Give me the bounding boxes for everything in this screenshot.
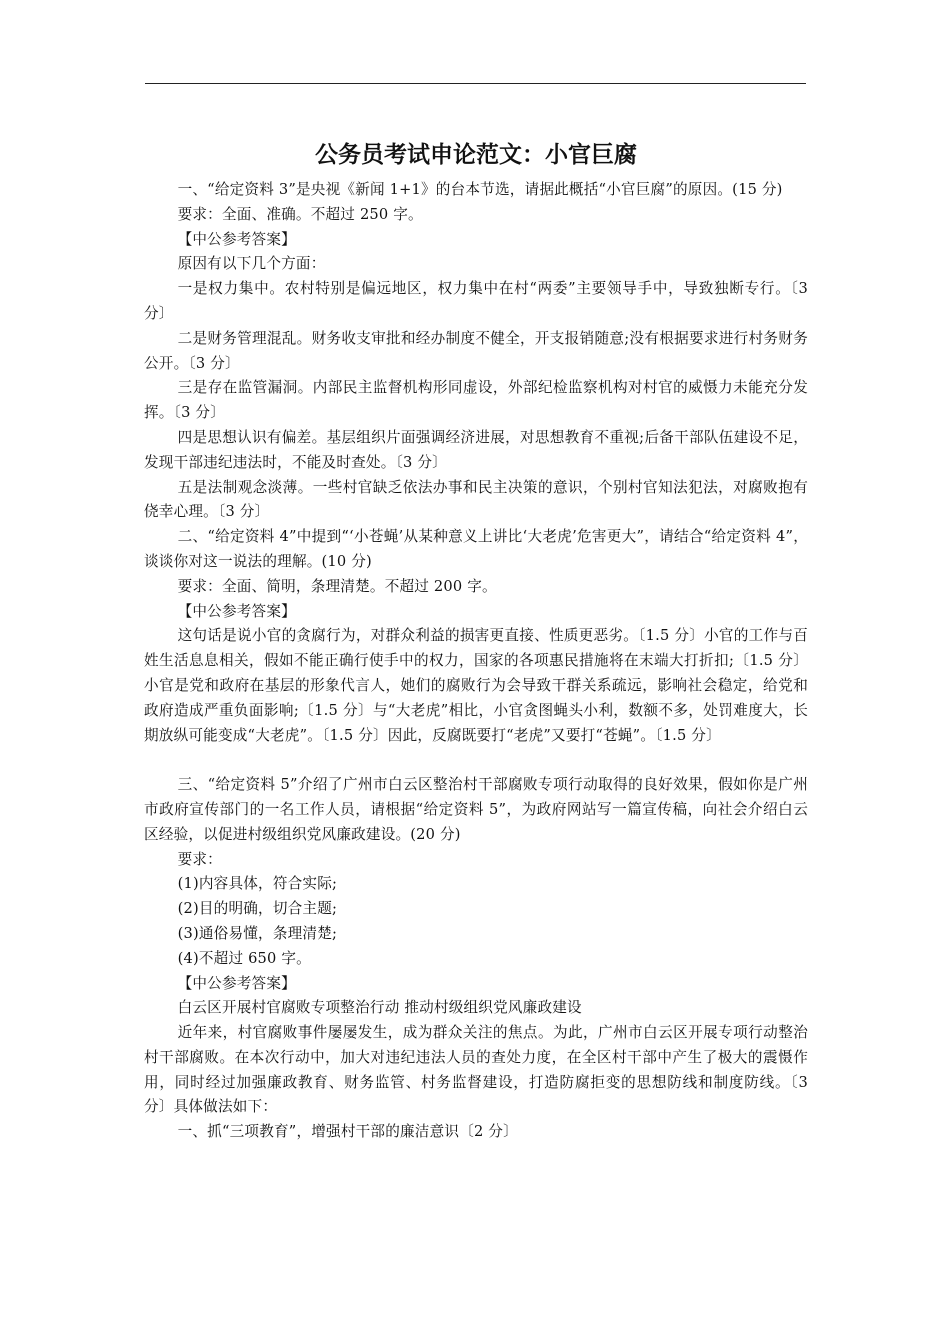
document-title: 公务员考试申论范文：小官巨腐: [315, 142, 637, 168]
q3-first-point: 一、抓“三项教育”，增强村干部的廉洁意识〔2 分〕: [177, 1123, 518, 1141]
q3-requirement-item: (1)内容具体，符合实际;: [177, 875, 338, 893]
q1-point: 五是法制观念淡薄。一些村官缺乏依法办事和民主决策的意识，个别村官知法犯法，对腐败抱有侥幸心理。〔3 分〕: [144, 478, 808, 521]
q1-point: 一是权力集中。农村特别是偏远地区，权力集中在村“两委”主要领导手中，导致独断专行。〔3 分〕: [144, 280, 808, 322]
q3-article-title: 白云区开展村官腐败专项整治行动 推动村级组织党风廉政建设: [177, 999, 582, 1017]
q2-answer-heading: 【中公参考答案】: [177, 602, 296, 620]
q1-answer-heading: 【中公参考答案】: [177, 230, 296, 248]
q1-point: 四是思想认识有偏差。基层组织片面强调经济进展，对思想教育不重视;后备干部队伍建设不足，发现干部违纪违法时，不能及时查处。〔3 分〕: [144, 428, 808, 471]
q3-article-body: 近年来，村官腐败事件屡屡发生，成为群众关注的焦点。为此，广州市白云区开展专项行动整治村干部腐败。在本次行动中，加大对违纪违法人员的查处力度，在全区村干部中产生了极大的震慑作用，同时经过加强廉政教育、财务监管、村务监督建设，打造防腐拒变的思想防线和制度防线。〔3 分〕具体做法如下：: [144, 1024, 808, 1116]
q2-answer: 这句话是说小官的贪腐行为，对群众利益的损害更直接、性质更恶劣。〔1.5 分〕小官的工作与百姓生活息息相关，假如不能正确行使手中的权力，国家的各项惠民措施将在末端大打折扣;〔1.5 分〕小官是党和政府在基层的形象代言人，她们的腐败行为会导致干群关系疏远，影响社会稳定，给党和政府造成严重负面影响;〔1.5 分〕与“大老虎”相比，小官贪图蝇头小利，数额不多，处罚难度大，长期放纵可能变成“大老虎”。〔1.5 分〕因此，反腐既要打“老虎”又要打“苍蝇”。〔1.5 分〕: [144, 627, 808, 744]
q1-requirement: 要求：全面、准确。不超过 250 字。: [177, 205, 423, 223]
header-rule: [145, 83, 806, 84]
q3-answer-heading: 【中公参考答案】: [177, 974, 296, 992]
q3-requirement-item: (4)不超过 650 字。: [177, 949, 311, 967]
q2-question: 二、“给定资料 4”中提到“‘小苍蝇’从某种意义上讲比‘大老虎’危害更大”，请结合“给定资料 4”，谈谈你对这一说法的理解。(10 分): [144, 528, 808, 570]
q1-point: 三是存在监管漏洞。内部民主监督机构形同虚设，外部纪检监察机构对村官的威慑力未能充分发挥。〔3 分〕: [144, 379, 808, 422]
q3-requirement-label: 要求：: [177, 850, 222, 868]
q3-requirement-item: (3)通俗易懂，条理清楚;: [177, 924, 338, 942]
q1-question: 一、“给定资料 3”是央视《新闻 1+1》的台本节选，请据此概括“小官巨腐”的原因。(15 分): [177, 181, 783, 198]
q1-point: 二是财务管理混乱。财务收支审批和经办制度不健全，开支报销随意;没有根据要求进行村务财务公开。〔3 分〕: [144, 329, 808, 372]
q3-requirement-item: (2)目的明确，切合主题;: [177, 900, 338, 918]
q1-intro: 原因有以下几个方面：: [177, 255, 326, 273]
section-spacer: [144, 748, 808, 773]
q2-requirement: 要求：全面、简明，条理清楚。不超过 200 字。: [177, 577, 497, 595]
q3-question: 三、“给定资料 5”介绍了广州市白云区整治村干部腐败专项行动取得的良好效果，假如你是广州市政府宣传部门的一名工作人员，请根据“给定资料 5”，为政府网站写一篇宣传稿，向社会介绍白云区经验，以促进村级组织党风廉政建设。(20 分): [144, 776, 808, 843]
document-page: [144, 130, 808, 1145]
